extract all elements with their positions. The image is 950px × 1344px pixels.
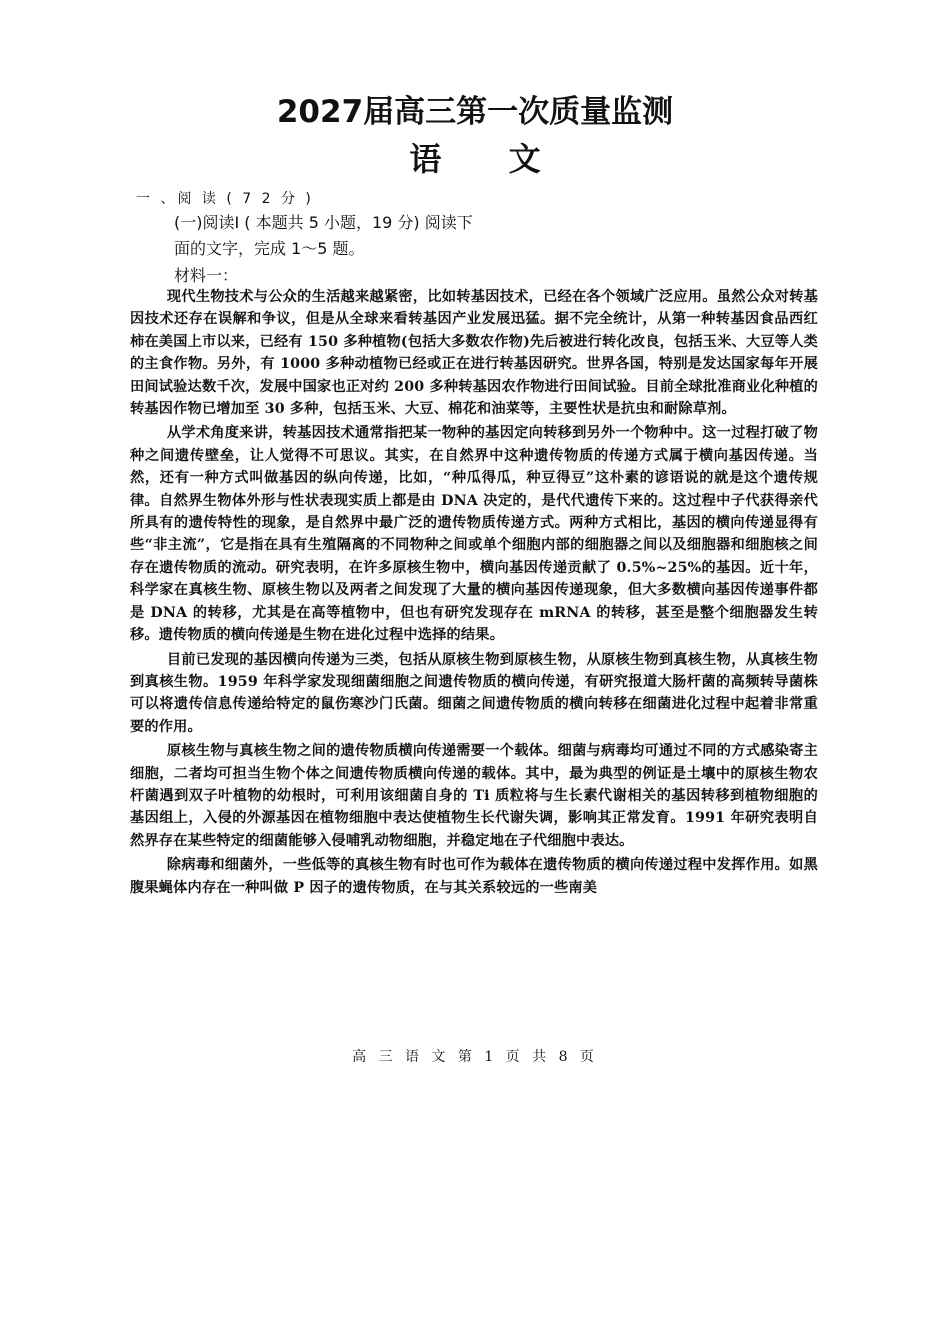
paragraph: 目前已发现的基因横向传递为三类，包括从原核生物到原核生物，从原核生物到真核生物，从真核生物到真核生物。1959 年科学家发现细菌细胞之间遗传物质的横向传递，有研究报道大肠杆菌的高频转导菌株可以将遗传信息传递给特定的鼠伤寒沙门氏菌。细菌之间遗传物质的横向转移在细菌进化过程中起着非常重要的作用。 bbox=[130, 651, 818, 735]
subject-title: 语 文 bbox=[409, 140, 569, 178]
passage-body bbox=[130, 286, 818, 899]
material-label: 材料一： bbox=[174, 266, 239, 285]
paragraph: 除病毒和细菌外，一些低等的真核生物有时也可作为载体在遗传物质的横向传递过程中发挥作用。如黑腹果蝇体内存在一种叫做 P 因子的遗传物质，在与其关系较远的一些南美 bbox=[130, 857, 818, 896]
paragraph: 从学术角度来讲，转基因技术通常指把某一物种的基因定向转移到另外一个物种中。这一过程打破了物种之间遗传壁垒，让人觉得不可思议。其实，在自然界中这种遗传物质的传递方式属于横向基因传递。当然，还有一种方式叫做基因的纵向传递，比如，“种瓜得瓜，种豆得豆”这朴素的谚语说的就是这个遗传规律。自然界生物体外形与性状表现实质上都是由 DNA 决定的，是代代遗传下来的。这过程中子代获得亲代所具有的遗传特性的现象，是自然界中最广泛的遗传物质传递方式。两种方式相比，基因的横向传递显得有些“非主流”，它是指在具有生殖隔离的不同物种之间或单个细胞内部的细胞器之间以及细胞器和细胞核之间存在遗传物质的流动。研究表明，在许多原核生物中，横向基因传递贡献了 0.5%~25%的基因。近十年，科学家在真核生物、原核生物以及两者之间发现了大量的横向基因传递现象，但大多数横向基因传递事件都是 DNA 的转移，尤其是在高等植物中，但也有研究发现存在 mRNA 的转移，甚至是整个细胞器发生转移。遗传物质的横向传递是生物在进化过程中选择的结果。 bbox=[130, 425, 818, 644]
paragraph: 原核生物与真核生物之间的遗传物质横向传递需要一个载体。细菌与病毒均可通过不同的方式感染寄主细胞，二者均可担当生物个体之间遗传物质横向传递的载体。其中，最为典型的例证是土壤中的原核生物农杆菌遇到双子叶植物的幼根时，可利用该细菌自身的 Ti 质粒将与生长素代谢相关的基因转移到植物细胞的基因组上，入侵的外源基因在植物细胞中表达使植物生长代谢失调，影响其正常发育。1991 年研究表明自然界存在某些特定的细菌能够入侵哺乳动物细胞，并稳定地在子代细胞中表达。 bbox=[130, 743, 818, 849]
exam-title: 2027届高三第一次质量监测 bbox=[276, 94, 674, 130]
page-footer: 高 三 语 文 第 1 页 共 8 页 bbox=[352, 1049, 598, 1065]
reading-intro: (一)阅读Ⅰ ( 本题共 5 小题，19 分) 阅读下面的文字，完成 1～5 题。 bbox=[174, 213, 473, 258]
paragraph: 现代生物技术与公众的生活越来越紧密，比如转基因技术，已经在各个领域广泛应用。虽然公众对转基因技术还存在误解和争议，但是从全球来看转基因产业发展迅猛。据不完全统计，从第一种转基因食品西红柿在美国上市以来，已经有 150 多种植物(包括大多数农作物)先后被进行转化改良，包括玉米、大豆等人类的主食作物。另外，有 1000 多种动植物已经或正在进行转基因研究。世界各国，特别是发达国家每年开展田间试验达数千次，发展中国家也正对约 200 多种转基因农作物进行田间试验。目前全球批准商业化种植的转基因作物已增加至 30 多种，包括玉米、大豆、棉花和油菜等，主要性状是抗虫和耐除草剂。 bbox=[130, 289, 818, 418]
section-heading: 一 、阅 读 ( 7 2 分 ) bbox=[136, 191, 314, 207]
